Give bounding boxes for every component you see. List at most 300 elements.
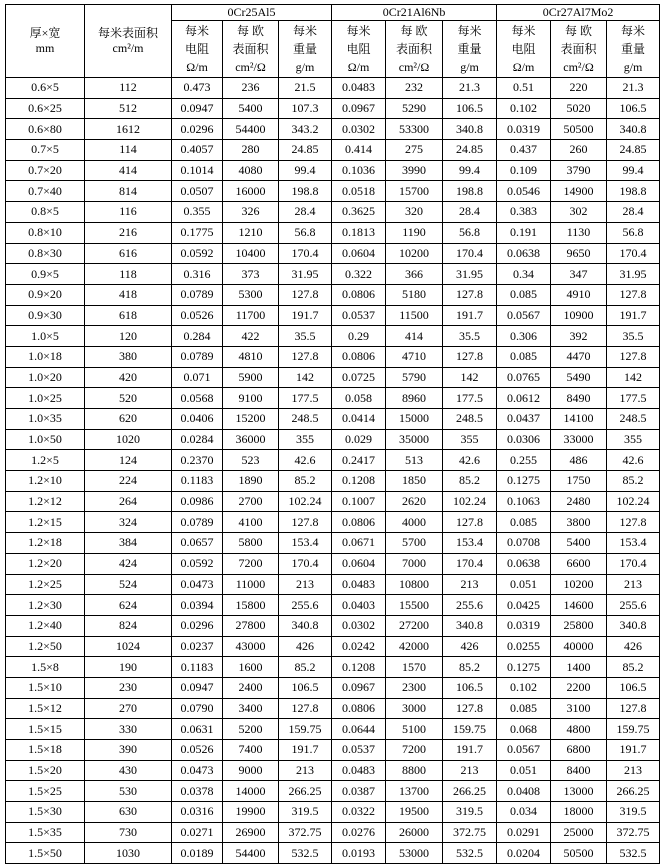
- size-cell: 1.2×30: [6, 595, 85, 616]
- 0cr27al7mo2-resistance-cell: 0.0708: [497, 533, 551, 554]
- 0cr25al5-resistance-cell: 0.0568: [172, 388, 223, 409]
- 0cr27al7mo2-resistance-cell: 0.437: [497, 140, 551, 161]
- surface-per-ohm-header-line3: cm²/Ω: [398, 60, 430, 74]
- surface-area-cell: 270: [85, 698, 172, 719]
- 0cr27al7mo2-surface-per-ohm-cell: 302: [551, 202, 607, 223]
- 0cr27al7mo2-surface-per-ohm-cell: 50500: [551, 119, 607, 140]
- surface-area-cell: 524: [85, 574, 172, 595]
- 0cr21al6nb-weight-cell: 170.4: [443, 553, 497, 574]
- size-cell: 0.7×5: [6, 140, 85, 161]
- 0cr27al7mo2-surface-per-ohm-cell: 10900: [551, 305, 607, 326]
- 0cr27al7mo2-surface-per-ohm-cell: 25000: [551, 822, 607, 843]
- 0cr27al7mo2-resistance-cell: 0.0546: [497, 181, 551, 202]
- 0cr25al5-weight-cell: 42.6: [279, 450, 332, 471]
- 0cr21al6nb-surface-per-ohm-cell: 19500: [386, 802, 443, 823]
- 0cr27al7mo2-surface-per-ohm-cell: 4800: [551, 719, 607, 740]
- 0cr27al7mo2-surface-per-ohm-cell: 40000: [551, 636, 607, 657]
- size-cell: 0.8×10: [6, 222, 85, 243]
- 0cr21al6nb-surface-per-ohm-cell: 53300: [386, 119, 443, 140]
- 0cr27al7mo2-surface-per-ohm-cell: 2480: [551, 491, 607, 512]
- 0cr21al6nb-surface-per-ohm-cell: 4710: [386, 346, 443, 367]
- 0cr27al7mo2-weight-cell: 35.5: [607, 326, 660, 347]
- size-cell: 1.0×20: [6, 367, 85, 388]
- 0cr25al5-weight-cell: 266.25: [279, 781, 332, 802]
- 0cr21al6nb-resistance-cell: 0.0806: [332, 346, 386, 367]
- resistance-per-meter-header-line1: 每米: [346, 24, 371, 38]
- size-cell: 1.0×18: [6, 346, 85, 367]
- 0cr25al5-weight-cell: 340.8: [279, 615, 332, 636]
- 0cr21al6nb-resistance-cell: 0.1813: [332, 222, 386, 243]
- 0cr27al7mo2-weight-cell: 85.2: [607, 657, 660, 678]
- surface-area-cell: 1024: [85, 636, 172, 657]
- 0cr27al7mo2-weight-cell: 248.5: [607, 409, 660, 430]
- 0cr21al6nb-resistance-cell: 0.0967: [332, 98, 386, 119]
- surface-area-cell: 530: [85, 781, 172, 802]
- 0cr25al5-resistance-cell: 0.355: [172, 202, 223, 223]
- 0cr27al7mo2-surface-per-ohm-cell: 5020: [551, 98, 607, 119]
- 0cr21al6nb-weight-cell: 85.2: [443, 657, 497, 678]
- surface-area-cell: 120: [85, 326, 172, 347]
- 0cr27al7mo2-resistance-cell: 0.1275: [497, 471, 551, 492]
- 0cr25al5-surface-per-ohm-cell: 15200: [223, 409, 279, 430]
- table-row: [6, 305, 660, 326]
- spec-table-container: [5, 4, 659, 864]
- weight-per-meter-header-line2: 重量: [621, 42, 646, 56]
- size-cell: 1.2×5: [6, 450, 85, 471]
- 0cr25al5-resistance-cell: 0.0947: [172, 98, 223, 119]
- weight-per-meter-header-line3: g/m: [623, 60, 643, 74]
- 0cr27al7mo2-weight-cell: 213: [607, 574, 660, 595]
- 0cr21al6nb-surface-per-ohm-cell: 35000: [386, 429, 443, 450]
- surface-area-cell: 114: [85, 140, 172, 161]
- surface-area-cell: 230: [85, 677, 172, 698]
- 0cr27al7mo2-surface-per-ohm-cell: 347: [551, 264, 607, 285]
- 0cr25al5-weight-cell: 532.5: [279, 843, 332, 864]
- 0cr27al7mo2-surface-per-ohm-cell: 14900: [551, 181, 607, 202]
- 0cr25al5-resistance-cell: 0.0507: [172, 181, 223, 202]
- size-cell: 1.0×25: [6, 388, 85, 409]
- 0cr21al6nb-resistance-cell: 0.0242: [332, 636, 386, 657]
- 0cr25al5-surface-per-ohm-cell: 9000: [223, 760, 279, 781]
- 0cr21al6nb-surface-per-ohm-cell: 26000: [386, 822, 443, 843]
- 0cr27al7mo2-resistance-cell: 0.0765: [497, 367, 551, 388]
- 0cr27al7mo2-weight-cell: 127.8: [607, 698, 660, 719]
- size-cell: 1.5×12: [6, 698, 85, 719]
- weight-per-meter-header-line2: 重量: [293, 42, 318, 56]
- 0cr25al5-weight-cell: 35.5: [279, 326, 332, 347]
- 0cr27al7mo2-resistance-cell: 0.0638: [497, 243, 551, 264]
- 0cr25al5-resistance-cell: 0.0657: [172, 533, 223, 554]
- 0cr25al5-weight-cell: 255.6: [279, 595, 332, 616]
- 0cr25al5-weight-cell: 248.5: [279, 409, 332, 430]
- table-row: [6, 595, 660, 616]
- surface-area-cell: 190: [85, 657, 172, 678]
- 0cr25al5-resistance-cell: 0.473: [172, 78, 223, 99]
- 0cr21al6nb-resistance-cell: 0.0483: [332, 760, 386, 781]
- 0cr21al6nb-weight-cell: 340.8: [443, 119, 497, 140]
- 0cr21al6nb-weight-cell: 31.95: [443, 264, 497, 285]
- 0cr27al7mo2-weight-cell: 532.5: [607, 843, 660, 864]
- 0cr21al6nb-surface-per-ohm-cell: 15500: [386, 595, 443, 616]
- size-cell: 0.8×30: [6, 243, 85, 264]
- 0cr25al5-weight-cell: 127.8: [279, 284, 332, 305]
- 0cr25al5-resistance-cell: 0.284: [172, 326, 223, 347]
- 0cr25al5-weight-cell: 170.4: [279, 243, 332, 264]
- 0cr27al7mo2-resistance-cell: 0.0319: [497, 615, 551, 636]
- 0cr27al7mo2-resistance-cell: 0.0319: [497, 119, 551, 140]
- size-cell: 1.0×50: [6, 429, 85, 450]
- size-cell: 1.0×35: [6, 409, 85, 430]
- size-cell: 1.2×50: [6, 636, 85, 657]
- 0cr27al7mo2-weight-cell: 319.5: [607, 802, 660, 823]
- 0cr27al7mo2-weight-cell: 426: [607, 636, 660, 657]
- 0cr21al6nb-surface-per-ohm-cell: 232: [386, 78, 443, 99]
- size-cell: 1.5×10: [6, 677, 85, 698]
- weight-per-meter-header: [279, 21, 332, 78]
- size-cell: 1.5×20: [6, 760, 85, 781]
- 0cr25al5-weight-cell: 177.5: [279, 388, 332, 409]
- 0cr25al5-weight-cell: 127.8: [279, 512, 332, 533]
- 0cr27al7mo2-weight-cell: 42.6: [607, 450, 660, 471]
- resistance-per-meter-header-line3: Ω/m: [512, 60, 535, 74]
- 0cr21al6nb-resistance-cell: 0.29: [332, 326, 386, 347]
- 0cr27al7mo2-resistance-cell: 0.0567: [497, 740, 551, 761]
- 0cr25al5-weight-cell: 153.4: [279, 533, 332, 554]
- 0cr21al6nb-weight-cell: 198.8: [443, 181, 497, 202]
- surface-area-cell: 730: [85, 822, 172, 843]
- size-cell: 1.2×25: [6, 574, 85, 595]
- 0cr21al6nb-resistance-cell: 0.0193: [332, 843, 386, 864]
- 0cr27al7mo2-resistance-cell: 0.051: [497, 760, 551, 781]
- 0cr21al6nb-surface-per-ohm-cell: 7000: [386, 553, 443, 574]
- 0cr27al7mo2-weight-cell: 28.4: [607, 202, 660, 223]
- table-row: [6, 346, 660, 367]
- 0cr25al5-resistance-cell: 0.2370: [172, 450, 223, 471]
- 0cr21al6nb-weight-cell: 213: [443, 574, 497, 595]
- surface-area-cell: 618: [85, 305, 172, 326]
- table-row: [6, 636, 660, 657]
- 0cr25al5-weight-cell: 31.95: [279, 264, 332, 285]
- 0cr27al7mo2-weight-cell: 255.6: [607, 595, 660, 616]
- 0cr25al5-resistance-cell: 0.0526: [172, 305, 223, 326]
- 0cr25al5-weight-cell: 319.5: [279, 802, 332, 823]
- size-cell: 0.9×20: [6, 284, 85, 305]
- 0cr21al6nb-resistance-cell: 0.0537: [332, 305, 386, 326]
- table-row: [6, 160, 660, 181]
- table-body: [6, 78, 660, 864]
- 0cr25al5-surface-per-ohm-cell: 11700: [223, 305, 279, 326]
- 0cr27al7mo2-resistance-cell: 0.102: [497, 677, 551, 698]
- size-cell: 1.2×40: [6, 615, 85, 636]
- 0cr21al6nb-weight-cell: 85.2: [443, 471, 497, 492]
- surface-area-cell: 624: [85, 595, 172, 616]
- 0cr21al6nb-resistance-cell: 0.0483: [332, 574, 386, 595]
- resistance-per-meter-header-line1: 每米: [184, 24, 209, 38]
- 0cr27al7mo2-surface-per-ohm-cell: 4470: [551, 346, 607, 367]
- 0cr27al7mo2-surface-per-ohm-cell: 25800: [551, 615, 607, 636]
- 0cr27al7mo2-resistance-cell: 0.034: [497, 802, 551, 823]
- size-cell: 0.7×40: [6, 181, 85, 202]
- 0cr21al6nb-weight-cell: 532.5: [443, 843, 497, 864]
- 0cr21al6nb-surface-per-ohm-cell: 11500: [386, 305, 443, 326]
- 0cr25al5-weight-cell: 106.5: [279, 677, 332, 698]
- group-header-0cr27al7mo2: 0Cr27Al7Mo2: [497, 5, 660, 21]
- 0cr25al5-weight-cell: 372.75: [279, 822, 332, 843]
- 0cr25al5-surface-per-ohm-cell: 5200: [223, 719, 279, 740]
- 0cr25al5-resistance-cell: 0.0406: [172, 409, 223, 430]
- 0cr21al6nb-weight-cell: 127.8: [443, 284, 497, 305]
- 0cr27al7mo2-surface-per-ohm-cell: 260: [551, 140, 607, 161]
- table-row: [6, 326, 660, 347]
- 0cr25al5-surface-per-ohm-cell: 422: [223, 326, 279, 347]
- 0cr25al5-surface-per-ohm-cell: 5900: [223, 367, 279, 388]
- 0cr21al6nb-surface-per-ohm-cell: 366: [386, 264, 443, 285]
- 0cr21al6nb-surface-per-ohm-cell: 1850: [386, 471, 443, 492]
- 0cr27al7mo2-surface-per-ohm-cell: 6600: [551, 553, 607, 574]
- 0cr21al6nb-weight-cell: 127.8: [443, 346, 497, 367]
- resistance-per-meter-header-line2: 电阻: [346, 42, 371, 56]
- 0cr27al7mo2-weight-cell: 355: [607, 429, 660, 450]
- resistance-per-meter-header-line3: Ω/m: [347, 60, 370, 74]
- 0cr27al7mo2-surface-per-ohm-cell: 14100: [551, 409, 607, 430]
- surface-area-cell: 620: [85, 409, 172, 430]
- 0cr25al5-surface-per-ohm-cell: 2400: [223, 677, 279, 698]
- size-cell: 1.2×15: [6, 512, 85, 533]
- table-row: [6, 388, 660, 409]
- 0cr25al5-surface-per-ohm-cell: 15800: [223, 595, 279, 616]
- group-header-0cr25al5: 0Cr25Al5: [172, 5, 332, 21]
- 0cr21al6nb-resistance-cell: 0.0806: [332, 512, 386, 533]
- 0cr21al6nb-resistance-cell: 0.0604: [332, 553, 386, 574]
- 0cr27al7mo2-weight-cell: 153.4: [607, 533, 660, 554]
- 0cr25al5-weight-cell: 85.2: [279, 471, 332, 492]
- table-row: [6, 429, 660, 450]
- size-cell: 1.5×8: [6, 657, 85, 678]
- 0cr25al5-resistance-cell: 0.071: [172, 367, 223, 388]
- table-row: [6, 740, 660, 761]
- 0cr27al7mo2-resistance-cell: 0.255: [497, 450, 551, 471]
- table-row: [6, 491, 660, 512]
- surface-per-ohm-header-line1: 每 欧: [400, 24, 428, 38]
- 0cr21al6nb-surface-per-ohm-cell: 513: [386, 450, 443, 471]
- 0cr27al7mo2-surface-per-ohm-cell: 3100: [551, 698, 607, 719]
- 0cr21al6nb-resistance-cell: 0.0387: [332, 781, 386, 802]
- 0cr25al5-resistance-cell: 0.0237: [172, 636, 223, 657]
- table-row: [6, 78, 660, 99]
- surface-area-cell: 424: [85, 553, 172, 574]
- 0cr25al5-resistance-cell: 0.0316: [172, 802, 223, 823]
- surface-per-ohm-header: [551, 21, 607, 78]
- 0cr27al7mo2-surface-per-ohm-cell: 33000: [551, 429, 607, 450]
- 0cr21al6nb-surface-per-ohm-cell: 5700: [386, 533, 443, 554]
- 0cr21al6nb-weight-cell: 191.7: [443, 740, 497, 761]
- table-row: [6, 843, 660, 864]
- 0cr21al6nb-weight-cell: 42.6: [443, 450, 497, 471]
- 0cr21al6nb-resistance-cell: 0.058: [332, 388, 386, 409]
- 0cr25al5-weight-cell: 127.8: [279, 346, 332, 367]
- size-cell: 1.2×20: [6, 553, 85, 574]
- size-cell: 1.2×18: [6, 533, 85, 554]
- 0cr21al6nb-surface-per-ohm-cell: 3990: [386, 160, 443, 181]
- table-row: [6, 222, 660, 243]
- surface-area-cell: 418: [85, 284, 172, 305]
- 0cr21al6nb-resistance-cell: 0.0644: [332, 719, 386, 740]
- 0cr21al6nb-weight-cell: 21.3: [443, 78, 497, 99]
- 0cr25al5-weight-cell: 56.8: [279, 222, 332, 243]
- resistance-per-meter-header-line2: 电阻: [511, 42, 536, 56]
- 0cr21al6nb-surface-per-ohm-cell: 5180: [386, 284, 443, 305]
- surface-area-cell: 520: [85, 388, 172, 409]
- 0cr25al5-surface-per-ohm-cell: 1600: [223, 657, 279, 678]
- 0cr25al5-resistance-cell: 0.0592: [172, 553, 223, 574]
- surface-per-ohm-header: [386, 21, 443, 78]
- 0cr27al7mo2-weight-cell: 159.75: [607, 719, 660, 740]
- 0cr25al5-surface-per-ohm-cell: 43000: [223, 636, 279, 657]
- 0cr27al7mo2-weight-cell: 170.4: [607, 243, 660, 264]
- 0cr27al7mo2-resistance-cell: 0.102: [497, 98, 551, 119]
- 0cr27al7mo2-resistance-cell: 0.085: [497, 284, 551, 305]
- resistance-per-meter-header-line2: 电阻: [184, 42, 209, 56]
- 0cr27al7mo2-resistance-cell: 0.0408: [497, 781, 551, 802]
- 0cr27al7mo2-weight-cell: 106.5: [607, 677, 660, 698]
- 0cr25al5-resistance-cell: 0.0378: [172, 781, 223, 802]
- 0cr27al7mo2-surface-per-ohm-cell: 10200: [551, 574, 607, 595]
- 0cr27al7mo2-resistance-cell: 0.0638: [497, 553, 551, 574]
- 0cr27al7mo2-weight-cell: 56.8: [607, 222, 660, 243]
- surface-area-cell: 124: [85, 450, 172, 471]
- 0cr21al6nb-surface-per-ohm-cell: 10200: [386, 243, 443, 264]
- 0cr27al7mo2-weight-cell: 31.95: [607, 264, 660, 285]
- 0cr21al6nb-resistance-cell: 0.1208: [332, 657, 386, 678]
- 0cr25al5-weight-cell: 99.4: [279, 160, 332, 181]
- size-cell: 1.5×35: [6, 822, 85, 843]
- resistance-strip-spec-table: [5, 4, 660, 864]
- 0cr25al5-weight-cell: 170.4: [279, 553, 332, 574]
- table-row: [6, 657, 660, 678]
- area-header-unit: cm²/m: [112, 41, 144, 55]
- size-cell: 0.9×5: [6, 264, 85, 285]
- 0cr27al7mo2-surface-per-ohm-cell: 2200: [551, 677, 607, 698]
- size-cell: 1.5×15: [6, 719, 85, 740]
- 0cr27al7mo2-resistance-cell: 0.1275: [497, 657, 551, 678]
- 0cr21al6nb-weight-cell: 170.4: [443, 243, 497, 264]
- 0cr25al5-weight-cell: 191.7: [279, 740, 332, 761]
- surface-area-cell: 112: [85, 78, 172, 99]
- surface-per-ohm-header-line3: cm²/Ω: [563, 60, 594, 74]
- 0cr25al5-weight-cell: 426: [279, 636, 332, 657]
- 0cr25al5-surface-per-ohm-cell: 1890: [223, 471, 279, 492]
- 0cr21al6nb-resistance-cell: 0.029: [332, 429, 386, 450]
- 0cr25al5-weight-cell: 213: [279, 574, 332, 595]
- 0cr27al7mo2-weight-cell: 198.8: [607, 181, 660, 202]
- table-row: [6, 284, 660, 305]
- 0cr25al5-surface-per-ohm-cell: 5400: [223, 98, 279, 119]
- 0cr21al6nb-weight-cell: 127.8: [443, 698, 497, 719]
- 0cr21al6nb-surface-per-ohm-cell: 5100: [386, 719, 443, 740]
- 0cr21al6nb-resistance-cell: 0.1036: [332, 160, 386, 181]
- size-cell: 0.8×5: [6, 202, 85, 223]
- 0cr27al7mo2-surface-per-ohm-cell: 8400: [551, 760, 607, 781]
- 0cr27al7mo2-surface-per-ohm-cell: 8490: [551, 388, 607, 409]
- 0cr27al7mo2-weight-cell: 191.7: [607, 740, 660, 761]
- area-column-header: [85, 5, 172, 78]
- 0cr21al6nb-weight-cell: 106.5: [443, 98, 497, 119]
- 0cr25al5-surface-per-ohm-cell: 54400: [223, 119, 279, 140]
- 0cr21al6nb-weight-cell: 127.8: [443, 512, 497, 533]
- 0cr25al5-resistance-cell: 0.0394: [172, 595, 223, 616]
- 0cr27al7mo2-resistance-cell: 0.306: [497, 326, 551, 347]
- size-cell: 0.9×30: [6, 305, 85, 326]
- 0cr25al5-surface-per-ohm-cell: 236: [223, 78, 279, 99]
- 0cr21al6nb-surface-per-ohm-cell: 53000: [386, 843, 443, 864]
- 0cr21al6nb-resistance-cell: 0.0518: [332, 181, 386, 202]
- 0cr21al6nb-surface-per-ohm-cell: 2620: [386, 491, 443, 512]
- weight-per-meter-header-line1: 每米: [293, 24, 318, 38]
- 0cr27al7mo2-resistance-cell: 0.0204: [497, 843, 551, 864]
- 0cr27al7mo2-surface-per-ohm-cell: 3790: [551, 160, 607, 181]
- surface-area-cell: 380: [85, 346, 172, 367]
- 0cr25al5-surface-per-ohm-cell: 5800: [223, 533, 279, 554]
- 0cr25al5-surface-per-ohm-cell: 280: [223, 140, 279, 161]
- 0cr21al6nb-weight-cell: 56.8: [443, 222, 497, 243]
- 0cr27al7mo2-surface-per-ohm-cell: 50500: [551, 843, 607, 864]
- 0cr27al7mo2-resistance-cell: 0.51: [497, 78, 551, 99]
- 0cr21al6nb-resistance-cell: 0.0806: [332, 284, 386, 305]
- 0cr21al6nb-weight-cell: 99.4: [443, 160, 497, 181]
- 0cr25al5-surface-per-ohm-cell: 16000: [223, 181, 279, 202]
- 0cr21al6nb-resistance-cell: 0.0725: [332, 367, 386, 388]
- 0cr21al6nb-weight-cell: 153.4: [443, 533, 497, 554]
- 0cr25al5-resistance-cell: 0.1183: [172, 471, 223, 492]
- 0cr27al7mo2-resistance-cell: 0.191: [497, 222, 551, 243]
- 0cr27al7mo2-weight-cell: 102.24: [607, 491, 660, 512]
- 0cr27al7mo2-weight-cell: 21.3: [607, 78, 660, 99]
- 0cr27al7mo2-surface-per-ohm-cell: 5400: [551, 533, 607, 554]
- 0cr25al5-resistance-cell: 0.0296: [172, 615, 223, 636]
- 0cr27al7mo2-resistance-cell: 0.085: [497, 512, 551, 533]
- table-row: [6, 264, 660, 285]
- 0cr21al6nb-weight-cell: 191.7: [443, 305, 497, 326]
- 0cr25al5-resistance-cell: 0.316: [172, 264, 223, 285]
- resistance-per-meter-header: [497, 21, 551, 78]
- 0cr21al6nb-weight-cell: 340.8: [443, 615, 497, 636]
- 0cr21al6nb-resistance-cell: 0.0322: [332, 802, 386, 823]
- 0cr25al5-surface-per-ohm-cell: 523: [223, 450, 279, 471]
- 0cr21al6nb-resistance-cell: 0.0403: [332, 595, 386, 616]
- surface-area-cell: 512: [85, 98, 172, 119]
- 0cr25al5-surface-per-ohm-cell: 326: [223, 202, 279, 223]
- 0cr25al5-surface-per-ohm-cell: 7200: [223, 553, 279, 574]
- 0cr21al6nb-resistance-cell: 0.0302: [332, 615, 386, 636]
- 0cr27al7mo2-resistance-cell: 0.085: [497, 698, 551, 719]
- surface-area-cell: 1612: [85, 119, 172, 140]
- surface-area-cell: 116: [85, 202, 172, 223]
- 0cr27al7mo2-surface-per-ohm-cell: 1130: [551, 222, 607, 243]
- 0cr25al5-weight-cell: 213: [279, 760, 332, 781]
- 0cr25al5-resistance-cell: 0.1014: [172, 160, 223, 181]
- table-row: [6, 512, 660, 533]
- 0cr27al7mo2-resistance-cell: 0.085: [497, 346, 551, 367]
- 0cr21al6nb-surface-per-ohm-cell: 320: [386, 202, 443, 223]
- size-cell: 1.0×5: [6, 326, 85, 347]
- 0cr21al6nb-weight-cell: 28.4: [443, 202, 497, 223]
- 0cr21al6nb-weight-cell: 426: [443, 636, 497, 657]
- 0cr25al5-weight-cell: 142: [279, 367, 332, 388]
- 0cr21al6nb-surface-per-ohm-cell: 13700: [386, 781, 443, 802]
- 0cr27al7mo2-weight-cell: 177.5: [607, 388, 660, 409]
- size-cell: 1.5×50: [6, 843, 85, 864]
- 0cr27al7mo2-resistance-cell: 0.051: [497, 574, 551, 595]
